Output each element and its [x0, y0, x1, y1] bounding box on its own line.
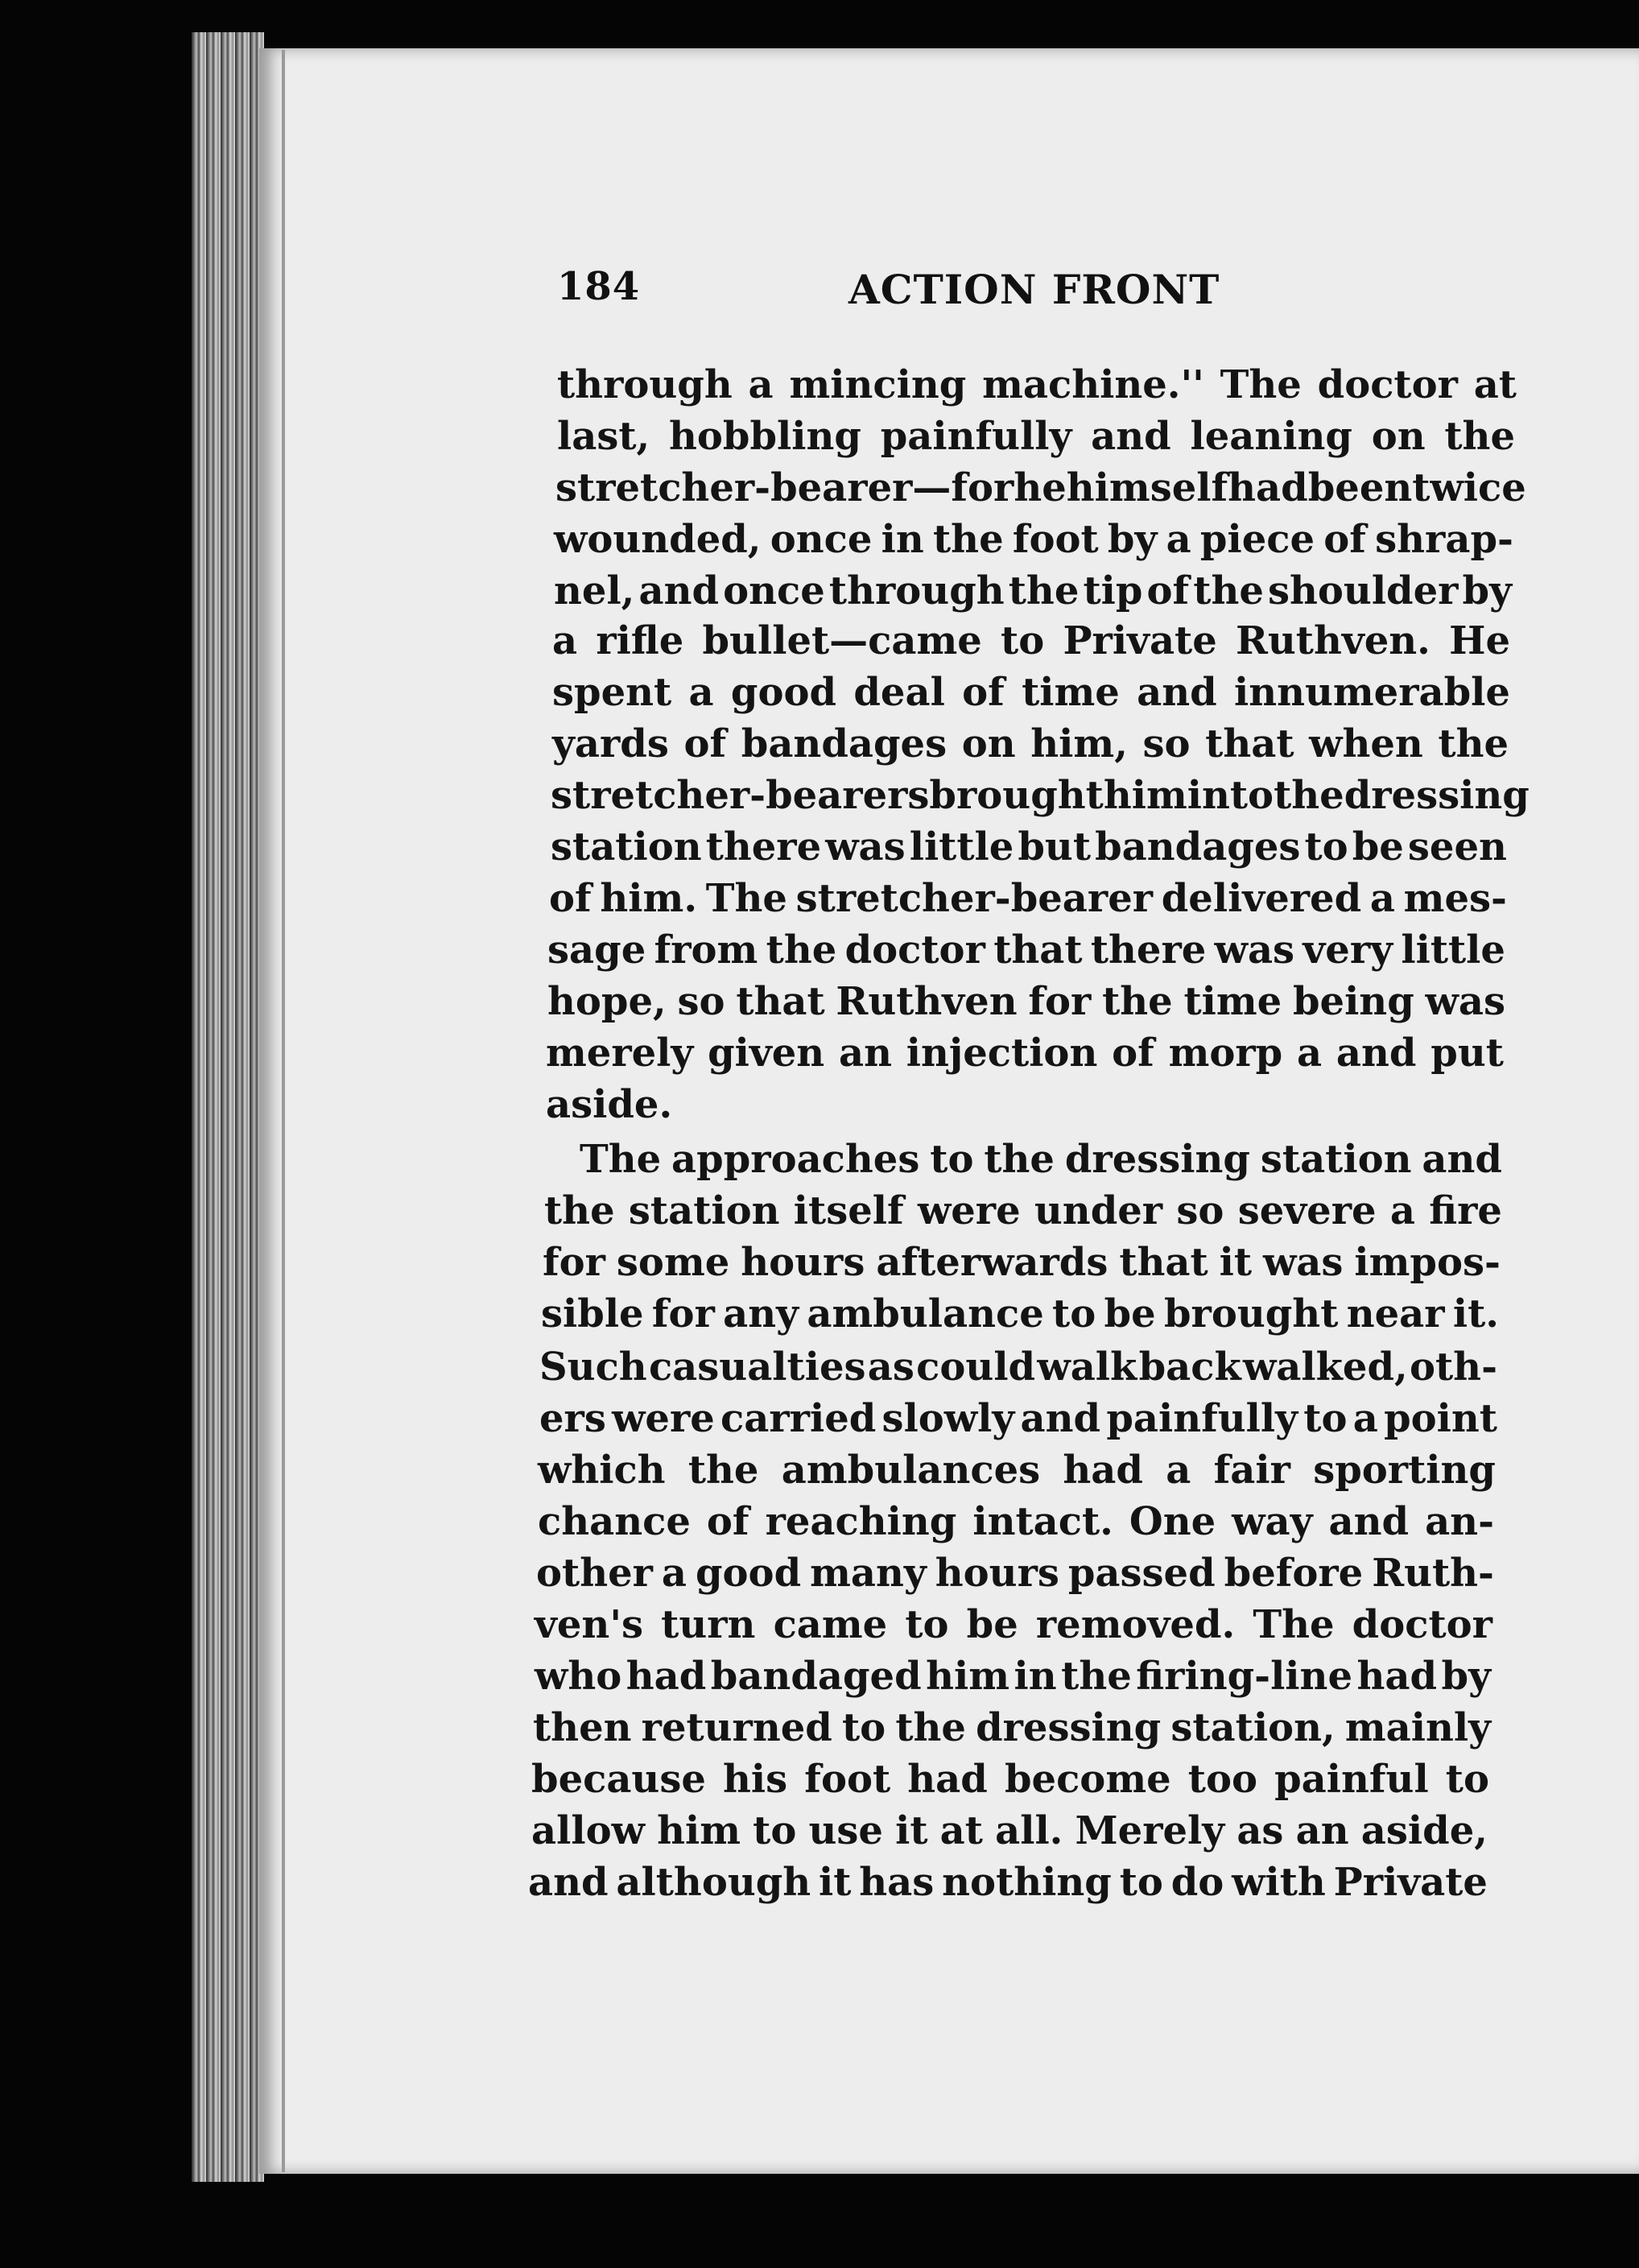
text-line: allow him to use it at all. Merely as an aside,: [531, 1808, 1488, 1853]
text-line: through a mincing machine.'' The doctor at: [557, 362, 1517, 407]
text-line: stretcher-bearers brought him into the dressing: [551, 773, 1530, 818]
text-line: wounded, once in the foot by a piece of shrap-: [554, 517, 1513, 562]
text-line: the station itself were under so severe a fire: [544, 1188, 1502, 1233]
text-line: aside.: [546, 1082, 673, 1127]
text-line: for some hours afterwards that it was impos-: [543, 1240, 1501, 1285]
text-line: then returned to the dressing station, mainly: [533, 1705, 1491, 1750]
text-line: of him. The stretcher-bearer delivered a mes-: [549, 876, 1507, 921]
text-line: and although it has nothing to do with Private: [528, 1860, 1488, 1905]
running-title: ACTION FRONT: [848, 266, 1220, 313]
text-line: last, hobbling painfully and leaning on the: [557, 414, 1515, 459]
text-line: a rifle bullet—came to Private Ruthven. He: [552, 618, 1510, 663]
text-line: ers were carried slowly and painfully to a point: [539, 1396, 1497, 1441]
text-line: spent a good deal of time and innumerable: [552, 670, 1510, 715]
page-number: 184: [557, 264, 641, 309]
text-line: stretcher-bearer—for he himself had been twice: [555, 465, 1526, 510]
text-line: Such casualties as could walk back walked, oth-: [539, 1345, 1497, 1390]
text-line: sage from the doctor that there was very little: [547, 927, 1505, 973]
text-line: merely given an injection of morp a and put: [546, 1031, 1504, 1076]
text-line: chance of reaching intact. One way and an-: [538, 1499, 1494, 1544]
text-line: sible for any ambulance to be brought near it.: [541, 1291, 1499, 1336]
text-line: hope, so that Ruthven for the time being was: [547, 979, 1505, 1024]
text-line: which the ambulances had a fair sporting: [538, 1448, 1496, 1493]
text-line: yards of bandages on him, so that when the: [552, 721, 1509, 766]
text-line: nel, and once through the tip of the shoulder by: [554, 568, 1512, 613]
text-line: The approaches to the dressing station and: [580, 1137, 1502, 1182]
text-line: who had bandaged him in the firing-line had by: [535, 1654, 1491, 1699]
text-line: other a good many hours passed before Ruth-: [536, 1551, 1494, 1596]
text-line: station there was little but bandages to be seen: [551, 824, 1507, 870]
text-line: ven's turn came to be removed. The doctor: [535, 1602, 1492, 1647]
text-line: because his foot had become too painful to: [531, 1757, 1489, 1802]
